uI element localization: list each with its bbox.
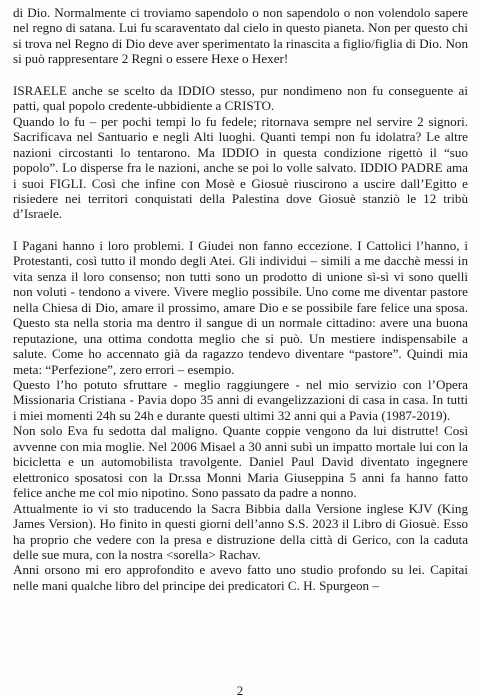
paragraph-i-pagani: I Pagani hanno i loro problemi. I Giudei non fanno eccezione. I Cattolici l’hanno, i Protestanti, così tutto il mondo degli Atei. Gli individui – simili a me dacchè messi in vita senza il loro consenso; non tutti sono un prodotto di unione sì-sì vi sono quelli non voluti - tendono a vivere. Vivere meglio possibile. Uno come me diventar pastore nella Chiesa di Dio, amare il prossimo, amare Dio e se possibile fare felice una sposa. Questo sta nella storia ma dentro il sangue di un normale cittadino: avere una buona reputazione, una ottima condotta meglio che si può. Un mestiere indispensabile a salute. Come ho accennato già da ragazzo tendevo diventare “pastore”. Quindi mia meta: “Perfezione”, zero errori – esempio.: [13, 237, 468, 377]
page-number: 2: [236, 683, 244, 698]
paragraph-opera-missionaria: Questo l’ho potuto sfruttare - meglio raggiungere - nel mio servizio con l’Opera Missionaria Cristiana - Pavia dopo 35 anni di evangelizzazioni di casa in casa. In tutti i miei momenti 24h su 24h e durante questi ultimi 32 anni qui a Pavia (1987-2019).: [13, 376, 468, 423]
paragraph-quando-lo-fu: Quando lo fu – per pochi tempi lo fu fedele; ritornava sempre nel servire 2 signori. Sacrificava nel Santuario e negli Alti luoghi. Quanti tempi non fu idolatra? Le altre nazioni circostanti lo tentarono. Ma IDDIO in questa condizione rigettò il “suo popolo”. Lo disperse fra le nazioni, anche se poi lo volle salvato. IDDIO PADRE ama i suoi FIGLI. Così che infine con Mosè e Giosuè riuscirono a uscire dall’Egitto e risiedere nei territori conquistati della Palestina dove Giosuè stanziò le 12 tribù d’Israele.: [13, 113, 468, 222]
paragraph-spurgeon: Anni orsono mi ero approfondito e avevo fatto uno studio profondo su lei. Capitai nelle mani qualche libro del principe dei predicatori C. H. Spurgeon –: [13, 562, 468, 593]
paragraph-traduzione-kjv: Attualmente io vi sto traducendo la Sacra Bibbia dalla Versione inglese KJV (King James Version). Ho finito in questi giorni dell’anno S.S. 2023 il Libro di Giosuè. Esso ha proprio che vedere con la presa e distruzione della città di Gerico, con la caduta delle sue mura, con la nostra <sorella> Rachav.: [13, 500, 468, 562]
paragraph-spacer: [13, 67, 468, 83]
paragraph-regno-di-dio: di Dio. Normalmente ci troviamo sapendolo o non sapendolo o non volendolo sapere nel regno di satana. Lui fu scaraventato dal cielo in questo pianeta. Non per questo chi si trova nel Regno di Dio deve aver sperimentato la rinascita a figlio/figlia di Dio. Non si può rappresentare 2 Regni o essere Hexe o Hexer!: [13, 5, 468, 67]
paragraph-israele: ISRAELE anche se scelto da IDDIO stesso, pur nondimeno non fu conseguente ai patti, qual popolo credente-ubbidiente a CRISTO.: [13, 82, 468, 114]
paragraph-non-solo-eva: Non solo Eva fu sedotta dal maligno. Quante coppie vengono da lui distrutte! Così avvenne con mia moglie. Nel 2006 Misael a 30 anni subì un impatto mortale lui con la bicicletta e un automobilista travolgente. Daniel Paul David diventato ingegnere elettronico sposatosi con la Dr.ssa Monni Maria Giuseppina 5 anni fa hanno fatto felice anche me col mio nipotino. Sono passato da padre a nonno.: [13, 423, 468, 501]
paragraph-spacer: [13, 222, 468, 238]
